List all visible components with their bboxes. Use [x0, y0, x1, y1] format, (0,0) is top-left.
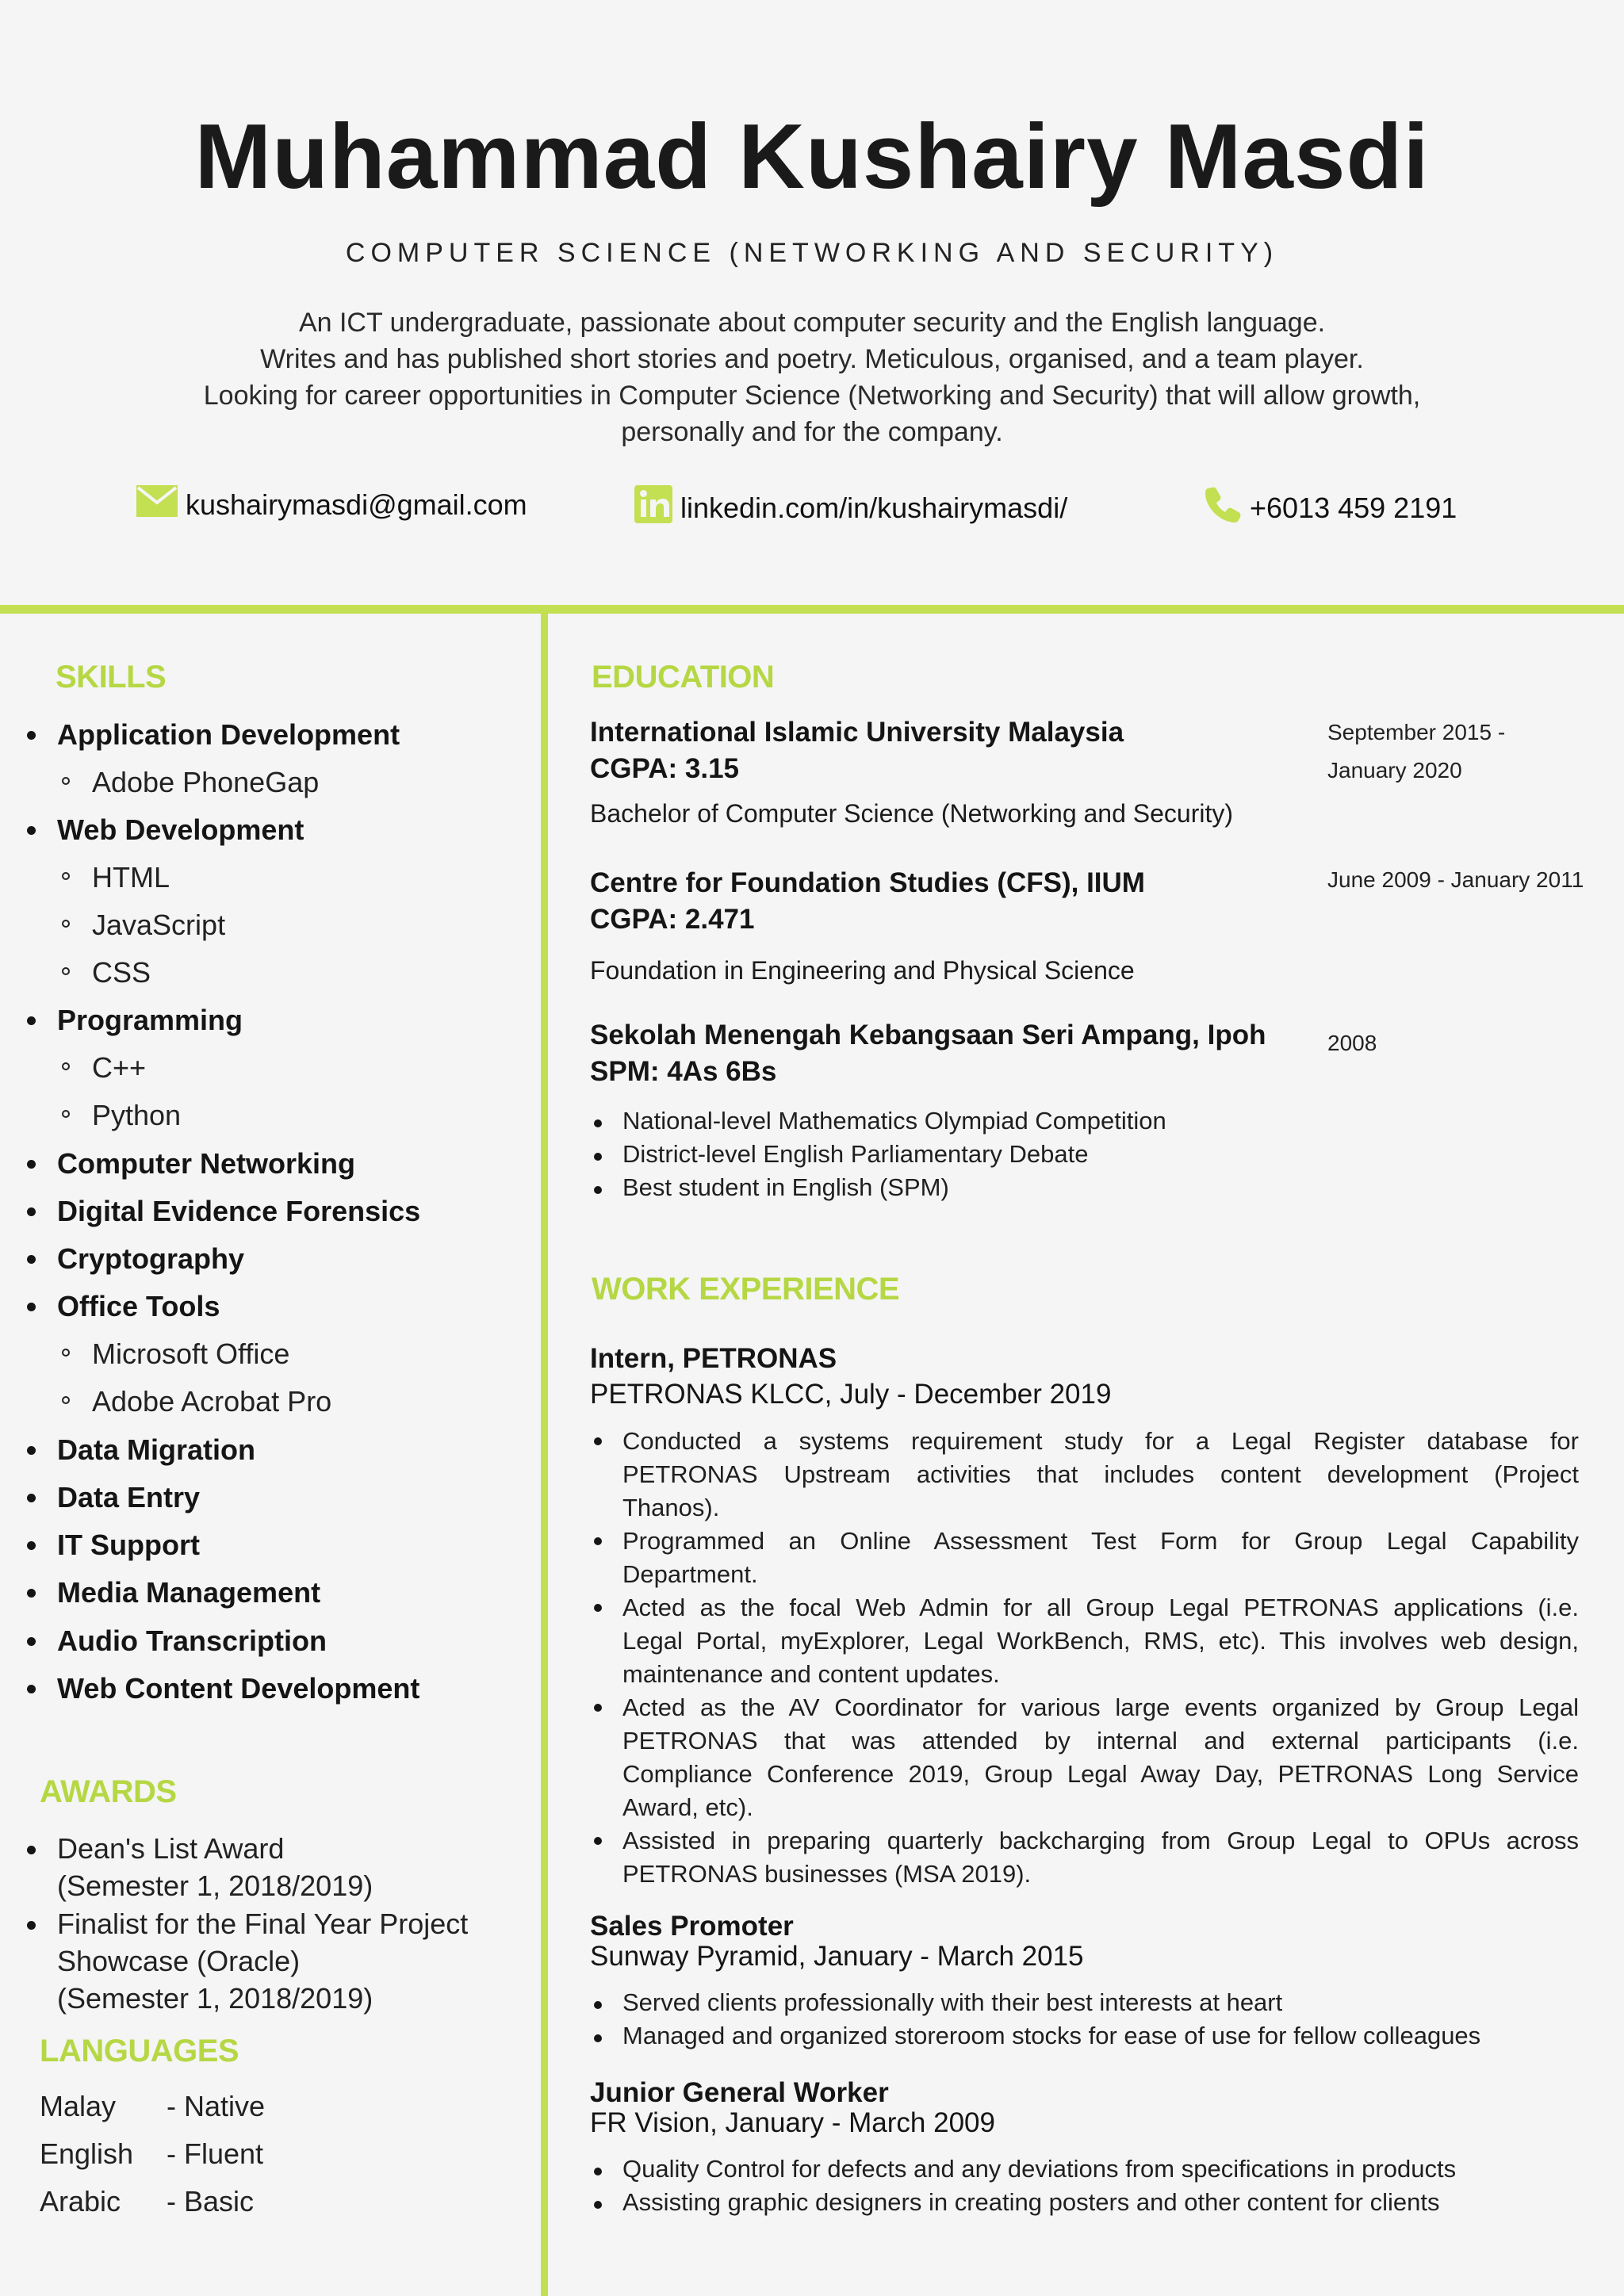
contact-email[interactable]: [136, 485, 527, 524]
skill-subitem: Python: [92, 1099, 182, 1131]
language-level: - Basic: [167, 2185, 255, 2218]
work-heading: WORK EXPERIENCE: [592, 1272, 900, 1307]
profile-summary: [95, 304, 1529, 450]
bullet-line: Conducted a systems requirement study for a Legal Register database for: [622, 1427, 1579, 1455]
bullet-line: PETRONAS businesses (MSA 2019).: [622, 1860, 1032, 1888]
job-bullet: [622, 1691, 1579, 1824]
skill-subitem: Adobe Acrobat Pro: [92, 1385, 332, 1418]
education-program: Foundation in Engineering and Physical Science: [590, 956, 1135, 985]
job-role: Sales Promoter: [590, 1911, 794, 1942]
language-row: [40, 2137, 264, 2171]
summary-line: personally and for the company.: [621, 417, 1003, 447]
language-row: [40, 2185, 255, 2218]
skill-item: IT Support: [57, 1529, 200, 1561]
skill-item: Programming: [57, 1004, 243, 1036]
education-heading: EDUCATION: [592, 660, 775, 695]
award-line: Dean's List Award: [57, 1832, 285, 1865]
award-line: Finalist for the Final Year Project: [57, 1908, 469, 1940]
date-line: January 2020: [1327, 758, 1462, 783]
job-bullet: Assisting graphic designers in creating posters and other content for clients: [622, 2188, 1440, 2216]
job-role: Intern, PETRONAS: [590, 1343, 837, 1374]
bullet-line: Thanos).: [622, 1494, 720, 1521]
vertical-divider: [541, 614, 548, 2296]
job-place: PETRONAS KLCC, July - December 2019: [590, 1379, 1112, 1410]
award-line: (Semester 1, 2018/2019): [57, 1982, 373, 2015]
skills-heading: SKILLS: [56, 660, 167, 695]
language-level: - Native: [167, 2090, 266, 2122]
award-item: [57, 1905, 501, 2017]
bullet-line: Acted as the AV Coordinator for various large events organized by Group Legal: [622, 1693, 1579, 1721]
education-institution: International Islamic University Malaysia: [590, 717, 1124, 748]
language-row: [40, 2090, 266, 2123]
skill-item: Media Management: [57, 1576, 321, 1609]
date-line: September 2015 -: [1327, 720, 1506, 744]
bullet-line: Assisted in preparing quarterly backcharging from Group Legal to OPUs across: [622, 1827, 1579, 1854]
job-bullet: [622, 1824, 1579, 1891]
language-level: - Fluent: [167, 2137, 264, 2170]
education-grade: SPM: 4As 6Bs: [590, 1056, 777, 1087]
skill-subitem: JavaScript: [92, 909, 226, 941]
summary-line: An ICT undergraduate, passionate about computer security and the English language.: [298, 308, 1326, 338]
language-name: Arabic: [40, 2185, 121, 2218]
skill-item: Audio Transcription: [57, 1624, 327, 1657]
job-bullet: Served clients professionally with their best interests at heart: [622, 1988, 1283, 2016]
language-name: English: [40, 2137, 134, 2170]
contact-row: [0, 485, 1624, 533]
education-date: [1327, 861, 1584, 899]
job-bullet: [622, 1425, 1579, 1525]
skill-subitem: HTML: [92, 861, 170, 894]
skill-item: Web Development: [57, 813, 304, 846]
job-bullet: [622, 1525, 1579, 1591]
skill-item: Data Entry: [57, 1481, 201, 1513]
linkedin-text: linkedin.com/in/kushairymasdi/: [680, 491, 1068, 524]
date-line: June 2009 - January 2011: [1327, 867, 1584, 892]
phone-icon: [1204, 485, 1242, 530]
skill-item: Data Migration: [57, 1433, 256, 1466]
education-date: [1327, 1024, 1377, 1062]
email-text: kushairymasdi@gmail.com: [186, 488, 527, 521]
summary-line: Writes and has published short stories and poetry. Meticulous, organised, and a team player.: [260, 344, 1364, 374]
bullet-line: Department.: [622, 1560, 758, 1588]
envelope-icon: [136, 485, 178, 524]
education-grade: CGPA: 2.471: [590, 904, 755, 935]
skill-subitem: C++: [92, 1051, 147, 1084]
contact-phone[interactable]: [1204, 485, 1457, 530]
skill-item: Office Tools: [57, 1290, 220, 1322]
candidate-name: Muhammad Kushairy Masdi: [194, 105, 1430, 208]
bullet-line: Legal Portal, myExplorer, Legal WorkBench, RMS, etc). This involves web design,: [622, 1627, 1579, 1655]
linkedin-icon: [634, 485, 672, 530]
skill-item: Application Development: [57, 718, 400, 751]
horizontal-divider: [0, 605, 1624, 614]
education-institution: Sekolah Menengah Kebangsaan Seri Ampang, Ipoh: [590, 1020, 1266, 1050]
education-bullet: Best student in English (SPM): [622, 1173, 949, 1201]
award-line: (Semester 1, 2018/2019): [57, 1869, 373, 1902]
bullet-line: Compliance Conference 2019, Group Legal Away Day, PETRONAS Long Service: [622, 1760, 1579, 1788]
bullet-line: maintenance and content updates.: [622, 1660, 1000, 1688]
resume-header: [0, 0, 1624, 603]
bullet-line: Acted as the focal Web Admin for all Group Legal PETRONAS applications (i.e.: [622, 1594, 1579, 1621]
skill-subitem: CSS: [92, 956, 151, 989]
education-date: [1327, 714, 1505, 790]
education-institution: Centre for Foundation Studies (CFS), IIUM: [590, 867, 1145, 898]
skill-subitem: Adobe PhoneGap: [92, 766, 320, 798]
education-grade: CGPA: 3.15: [590, 753, 740, 784]
job-bullet: Managed and organized storeroom stocks for ease of use for fellow colleagues: [622, 2022, 1481, 2049]
award-line: Showcase (Oracle): [57, 1945, 301, 1977]
skill-item: Digital Evidence Forensics: [57, 1195, 421, 1227]
education-program: Bachelor of Computer Science (Networking and Security): [590, 799, 1234, 828]
education-bullet: National-level Mathematics Olympiad Competition: [622, 1107, 1166, 1135]
summary-line: Looking for career opportunities in Computer Science (Networking and Security) that will allow growth,: [203, 381, 1421, 411]
phone-text: +6013 459 2191: [1250, 491, 1457, 524]
contact-linkedin[interactable]: [634, 485, 1067, 530]
skill-item: Cryptography: [57, 1242, 245, 1275]
bullet-line: PETRONAS Upstream activities that includes content development (Project: [622, 1460, 1579, 1488]
awards-heading: AWARDS: [40, 1774, 177, 1809]
job-bullet: Quality Control for defects and any deviations from specifications in products: [622, 2155, 1457, 2183]
skill-item: Web Content Development: [57, 1672, 420, 1705]
candidate-subtitle: COMPUTER SCIENCE (NETWORKING AND SECURITY): [345, 238, 1279, 268]
skill-item: Computer Networking: [57, 1147, 356, 1180]
job-role: Junior General Worker: [590, 2077, 889, 2108]
bullet-line: Award, etc).: [622, 1793, 753, 1821]
job-bullet: [622, 1591, 1579, 1691]
bullet-line: PETRONAS that was attended by internal and external participants (i.e.: [622, 1727, 1579, 1755]
job-place: FR Vision, January - March 2009: [590, 2107, 995, 2138]
education-bullet: District-level English Parliamentary Debate: [622, 1140, 1089, 1168]
award-item: [57, 1830, 501, 1904]
bullet-line: Programmed an Online Assessment Test Form for Group Legal Capability: [622, 1527, 1579, 1555]
languages-heading: LANGUAGES: [40, 2034, 239, 2068]
language-name: Malay: [40, 2090, 117, 2122]
skill-subitem: Microsoft Office: [92, 1337, 290, 1370]
date-line: 2008: [1327, 1031, 1377, 1055]
job-place: Sunway Pyramid, January - March 2015: [590, 1941, 1084, 1972]
